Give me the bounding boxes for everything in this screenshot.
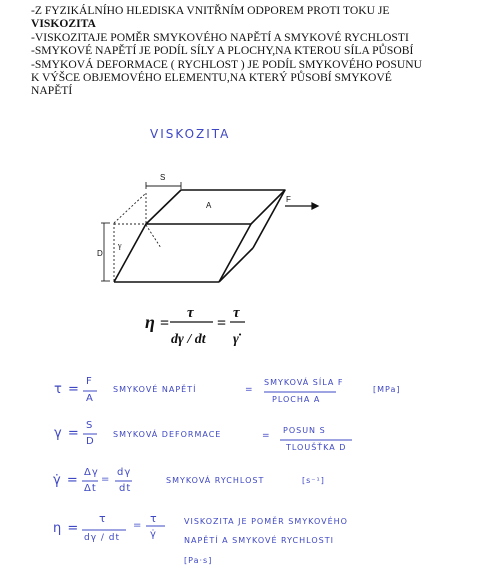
printed-line-4: -SMYKOVÉ NAPĚTÍ JE PODÍL SÍLY A PLOCHY,NA KTEROU SÍLA PŮSOBÍ (31, 44, 414, 58)
note4-denominator: dγ / dt (84, 533, 121, 543)
note2-description: SMYKOVÁ DEFORMACE (113, 430, 222, 439)
printed-line-1: -Z FYZIKÁLNÍHO HLEDISKA VNITŘNÍM ODPOREM PROTI TOKU JE (31, 4, 390, 17)
printed-line-2: VISKOZITA (31, 17, 96, 31)
label-a: A (206, 201, 212, 210)
note2-denominator: D (86, 436, 95, 447)
note4-description-line2: NAPĚTÍ A SMYKOVÉ RYCHLOSTI (184, 536, 334, 545)
note1-description: SMYKOVÉ NAPĚTÍ (113, 385, 197, 394)
note1-symbol: τ = (54, 382, 80, 397)
dimension-s (146, 182, 181, 189)
note4-unit: [Pa·s] (184, 556, 213, 565)
note4-equals: = (133, 520, 143, 531)
label-f: F (286, 195, 291, 204)
note4-description-line1: VISKOZITA JE POMĚR SMYKOVÉHO (184, 517, 348, 526)
label-gamma: γ (118, 241, 122, 250)
deformed-element (114, 190, 285, 282)
note3-equals: = (101, 474, 111, 485)
note3-numerator2: dγ (117, 467, 132, 478)
note1-unit: [MPa] (373, 385, 401, 394)
note1-numerator2: SMYKOVÁ SÍLA F (264, 378, 344, 387)
printed-line-5: -SMYKOVÁ DEFORMACE ( RYCHLOST ) JE PODÍL SMYKOVÉHO POSUNU (31, 57, 422, 71)
note2-denominator2: TLOUŠŤKA D (286, 443, 347, 452)
note4-denominator2: γ̇ (150, 529, 157, 540)
notes-lines (82, 391, 352, 530)
label-d: D (97, 249, 103, 258)
note1-denominator2: PLOCHA A (272, 395, 321, 404)
formula-eq2: = (217, 315, 227, 332)
note1-denominator: A (86, 393, 94, 404)
printed-line-3: -VISKOZITAJE POMĚR SMYKOVÉHO NAPĚTÍ A SMYKOVÉ RYCHLOSTI (31, 30, 409, 44)
formula-denominator: dγ / dt (171, 332, 206, 347)
note4-numerator: τ (99, 512, 107, 525)
viscosity-formula (145, 305, 242, 347)
note2-numerator2: POSUN S (283, 426, 326, 435)
note3-denominator2: dt (119, 483, 132, 494)
note1-numerator: F (86, 376, 93, 387)
formula-gammadot: γ̇ (233, 332, 239, 347)
handwritten-title: VISKOZITA (150, 127, 231, 141)
label-s: S (160, 173, 166, 182)
note3-denominator: Δt (84, 483, 97, 494)
formula-eq1: = (160, 315, 170, 332)
formula-eta: η (145, 312, 155, 332)
note4-symbol: η = (53, 521, 80, 536)
note2-numerator: S (86, 420, 94, 431)
formula-tau2: τ (233, 305, 240, 321)
note3-symbol: γ̇ = (53, 473, 79, 488)
note2-symbol: γ = (54, 426, 80, 441)
note3-unit: [s⁻¹] (302, 476, 325, 485)
formula-tau: τ (187, 305, 194, 321)
note1-equals: = (245, 385, 254, 395)
printed-line-6: K VÝŠCE OBJEMOVÉHO ELEMENTU,NA KTERÝ PŮSOBÍ SMYKOVÉ (31, 71, 392, 85)
note3-numerator: Δγ (84, 467, 99, 478)
note4-numerator2: τ (150, 512, 158, 525)
note2-equals: = (262, 431, 271, 441)
printed-line-7: NAPĚTÍ (31, 84, 73, 98)
note3-description: SMYKOVÁ RYCHLOST (166, 476, 265, 485)
